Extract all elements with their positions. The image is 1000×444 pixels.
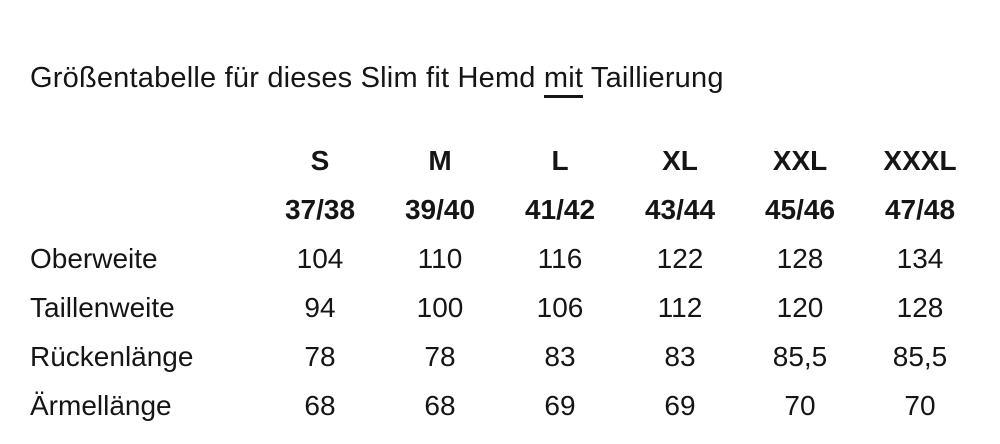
cell-rueckenlaenge-l: 83	[544, 341, 576, 372]
cell-oberweite-m: 110	[417, 243, 463, 274]
cell-aermellaenge-xxl: 70	[784, 390, 816, 421]
size-table-body	[30, 234, 980, 430]
table-corner-cell	[30, 136, 260, 185]
size-header-l: L	[551, 145, 569, 176]
table-row-oberweite	[30, 234, 980, 283]
size-range-s: 37/38	[284, 194, 356, 225]
size-header-xl: XL	[662, 145, 698, 176]
cell-aermellaenge-l: 69	[544, 390, 576, 421]
table-row-aermellaenge	[30, 381, 980, 430]
cell-taillenweite-xl: 112	[657, 292, 703, 323]
cell-rueckenlaenge-xxl: 85,5	[772, 341, 828, 372]
cell-taillenweite-s: 94	[304, 292, 336, 323]
table-row-taillenweite	[30, 283, 980, 332]
cell-rueckenlaenge-xxxl: 85,5	[892, 341, 948, 372]
row-label: Rückenlänge	[30, 341, 194, 372]
size-header-m: M	[428, 145, 452, 176]
cell-oberweite-xxxl: 134	[896, 243, 944, 274]
size-range-xl: 43/44	[644, 194, 716, 225]
cell-rueckenlaenge-m: 78	[424, 341, 456, 372]
title-prefix: Größentabelle für dieses Slim fit Hemd	[30, 62, 544, 94]
cell-taillenweite-m: 100	[416, 292, 464, 323]
row-label: Oberweite	[30, 243, 158, 274]
cell-oberweite-xxl: 128	[776, 243, 824, 274]
cell-taillenweite-l: 106	[536, 292, 584, 323]
cell-oberweite-s: 104	[296, 243, 344, 274]
cell-taillenweite-xxl: 120	[776, 292, 824, 323]
size-header-xxl: XXL	[772, 145, 828, 176]
title-underlined-word: mit	[544, 62, 583, 98]
size-header-s: S	[310, 145, 330, 176]
cell-aermellaenge-xl: 69	[664, 390, 696, 421]
size-table	[30, 136, 980, 430]
cell-oberweite-l: 116	[537, 243, 583, 274]
cell-rueckenlaenge-s: 78	[304, 341, 336, 372]
size-letter-row	[30, 136, 980, 185]
row-label: Ärmellänge	[30, 390, 172, 421]
table-row-rueckenlaenge	[30, 332, 980, 381]
cell-aermellaenge-xxxl: 70	[904, 390, 936, 421]
table-corner-cell	[30, 185, 260, 234]
title-suffix: Taillierung	[583, 62, 724, 94]
size-header-xxxl: XXXL	[883, 145, 957, 176]
size-range-m: 39/40	[404, 194, 476, 225]
cell-aermellaenge-s: 68	[304, 390, 336, 421]
page-title	[30, 62, 980, 95]
size-range-xxl: 45/46	[764, 194, 836, 225]
size-table-header	[30, 136, 980, 234]
cell-taillenweite-xxxl: 128	[896, 292, 944, 323]
cell-oberweite-xl: 122	[656, 243, 704, 274]
cell-aermellaenge-m: 68	[424, 390, 456, 421]
size-range-row	[30, 185, 980, 234]
row-label: Taillenweite	[30, 292, 175, 323]
size-range-l: 41/42	[524, 194, 596, 225]
size-range-xxxl: 47/48	[884, 194, 956, 225]
cell-rueckenlaenge-xl: 83	[664, 341, 696, 372]
